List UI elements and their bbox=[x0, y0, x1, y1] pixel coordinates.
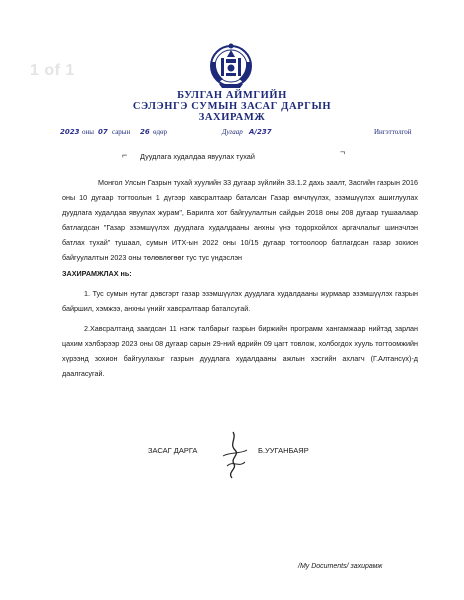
year-value: 2023 bbox=[60, 128, 80, 136]
header-line-title: ЗАХИРАМЖ bbox=[198, 112, 266, 123]
month-value: 07 bbox=[98, 128, 108, 136]
file-path-footer: /My Documents/ захирамж bbox=[298, 563, 383, 570]
soyombo-emblem-icon bbox=[205, 40, 257, 90]
preamble-paragraph bbox=[62, 175, 418, 281]
day-value: 26 bbox=[140, 128, 150, 136]
preamble-text: Монгол Улсын Газрын тухай хуулийн 33 дугаар зүйлийн 33.1.2 дахь заалт, Засгийн газрын 2016 оны 10 дугаар тогтоолын 1 дүгээр хавсралтаар баталсан Газар өмчлүүлэх, эзэмшүүлэх ашиглуулах дуудлага худалдаа явуулах журам", Барилга хот байгуулалтын сайдын 2018 оны 208 дугаар тушаалаар батлагдсан "Газар эзэмшүүлэх дуудлага худалдааны анхны үнэ тодорхойлох аргачлалыг шинэчлэн батлах тухай" тушаал, сумын ИТХ-ын 2022 оны 10/15 дугаар тогтоолоор батлагдсан газар зохион байгуулалтын 2023 оны төлөвлөгөөг тус тус үндэслэн bbox=[62, 178, 418, 263]
clause-1: 1. Тус сумын нутаг дэвсгэрт газар эзэмшүүлэх дуудлага худалдааны журмаар эзэмшүүлэх газрын байршил, хэмжээ, анхны үнийг хавсралтаар баталсугай. bbox=[62, 288, 418, 313]
place-name: Ингэттолгой bbox=[374, 128, 412, 136]
number-value: А/237 bbox=[249, 128, 272, 136]
subject-line: Дуудлага худалдаа явуулах тухай bbox=[140, 152, 255, 161]
year-suffix: оны bbox=[82, 128, 94, 136]
day-suffix: өдөр bbox=[153, 128, 168, 136]
clause-2: 2.Хавсралтанд заагдсан 11 нэгж талбарыг газрын биржийн программ хангамжаар нийтэд зарлан цахим хэлбэрээр 2023 оны 08 дугаар сарын 29-ний өдрийн 09 цагт товлож, холбогдох хууль тогтоомжийн хүрээнд зохион байгуулахыг газрын дуудлага худалдааны ажлын хэсгийн ахлагч (Г.Алтансүх)-д даалгасугай. bbox=[62, 323, 418, 379]
signatory-name: Б.УУГАНБАЯР bbox=[258, 446, 309, 455]
subject-bracket-left: ⌐ bbox=[122, 150, 128, 160]
header-line-governor: СЭЛЭНГЭ СУМЫН ЗАСАГ ДАРГЫН bbox=[132, 101, 332, 112]
decree-keyword: ЗАХИРАМЖЛАХ нь: bbox=[62, 268, 132, 278]
signatory-title: ЗАСАГ ДАРГА bbox=[148, 446, 198, 455]
month-suffix: сарын bbox=[112, 128, 131, 136]
header-line-aimag: БУЛГАН АЙМГИЙН bbox=[177, 90, 287, 101]
order-body bbox=[62, 175, 418, 381]
handwritten-signature-icon bbox=[215, 428, 255, 480]
number-label: Дугаар bbox=[222, 128, 243, 136]
page-indicator: 1 of 1 bbox=[30, 62, 75, 79]
subject-bracket-right: ¬ bbox=[340, 147, 346, 157]
